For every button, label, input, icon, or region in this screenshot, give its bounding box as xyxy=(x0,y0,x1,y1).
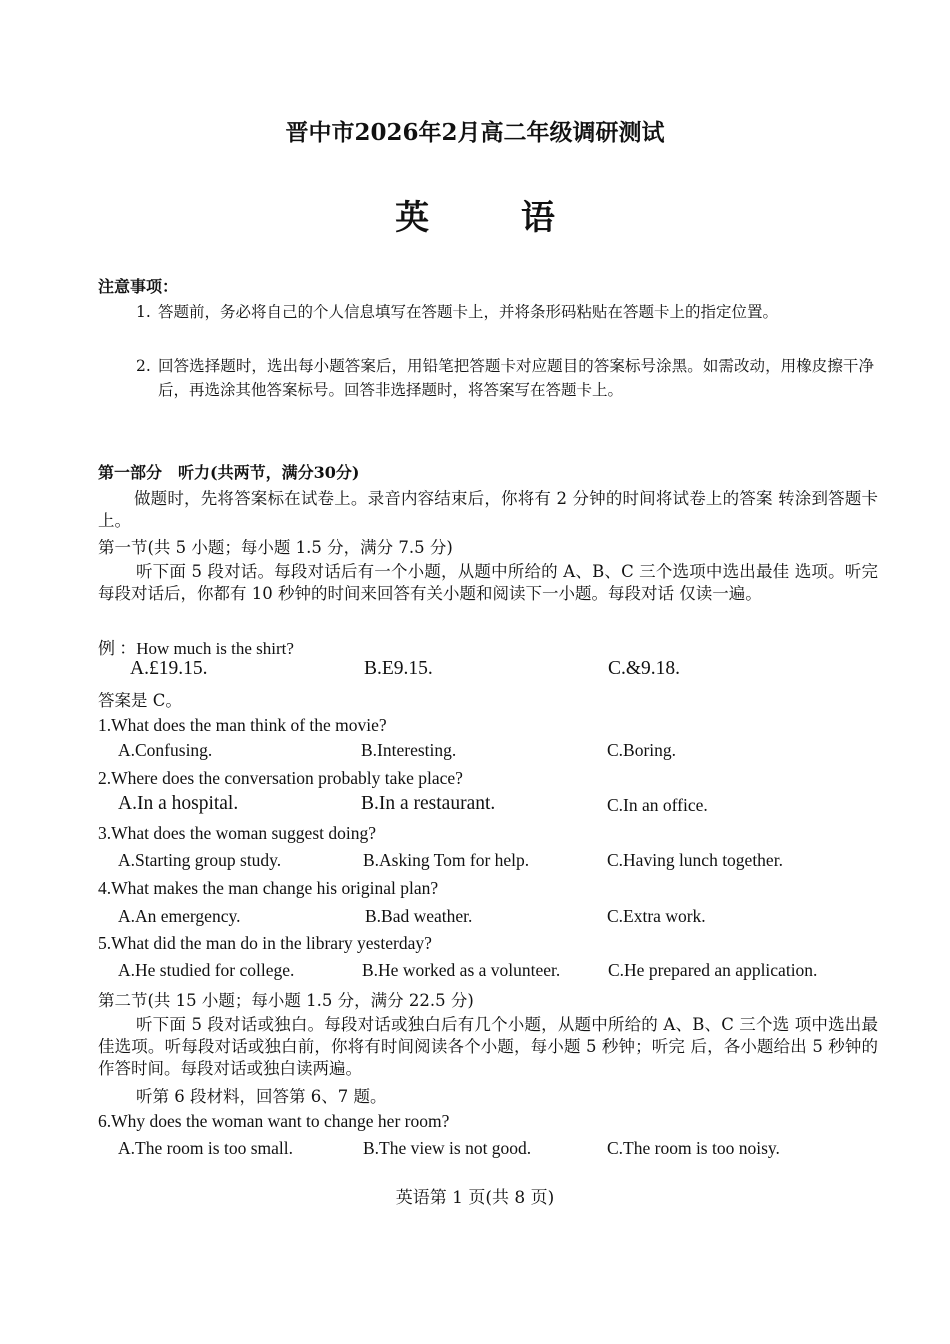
notice-item-2 xyxy=(136,354,874,402)
notice-item-text: 答题前，务必将自己的个人信息填写在答题卡上，并将条形码粘贴在答题卡上的指定位置。 xyxy=(158,303,779,321)
q6-option-b: B.The view is not good. xyxy=(363,1138,532,1158)
material-note: 听第 6 段材料，回答第 6、7 题。 xyxy=(136,1087,387,1106)
example-option-c: C.&9.18. xyxy=(608,658,681,679)
q6-option-a: A.The room is too small. xyxy=(118,1138,293,1158)
notice-item-1 xyxy=(136,300,874,324)
q4-option-c: C.Extra work. xyxy=(607,906,706,926)
q3-option-c: C.Having lunch together. xyxy=(607,850,783,870)
q1-option-b: B.Interesting. xyxy=(361,740,457,760)
q1-option-a: A.Confusing. xyxy=(118,740,213,760)
question-1: 1.What does the man think of the movie? xyxy=(98,715,387,735)
question-6: 6.Why does the woman want to change her room? xyxy=(98,1111,450,1131)
example-option-a: A.£19.15. xyxy=(130,658,208,679)
part1-intro: 做题时，先将答案标在试卷上。录音内容结束后，你将有 2 分钟的时间将试卷上的答案 转涂到答题卡上。 xyxy=(98,489,878,530)
question-5: 5.What did the man do in the library yesterday? xyxy=(98,933,432,953)
question-2: 2.Where does the conversation probably take place? xyxy=(98,768,463,788)
question-4: 4.What makes the man change his original plan? xyxy=(98,878,439,898)
q5-option-a: A.He studied for college. xyxy=(118,960,295,980)
example-option-b: B.E9.15. xyxy=(364,658,433,679)
notice-item-text: 回答选择题时，选出每小题答案后，用铅笔把答题卡对应题目的答案标号涂黑。如需改动，用橡皮擦干净后，再选涂其他答案标号。回答非选择题时，将答案写在答题卡上。 xyxy=(158,357,874,399)
q1-option-c: C.Boring. xyxy=(607,740,677,760)
notice-heading: 注意事项： xyxy=(98,277,179,296)
subject-title: 英 语 xyxy=(395,198,595,238)
q2-option-c: C.In an office. xyxy=(607,795,708,815)
q4-option-b: B.Bad weather. xyxy=(365,906,473,926)
exam-title: 晋中市2026年2月高二年级调研测试 xyxy=(285,119,665,146)
q5-option-c: C.He prepared an application. xyxy=(608,960,818,980)
example-answer: 答案是 C。 xyxy=(98,691,182,710)
part1-heading: 第一部分 听力(共两节，满分30分) xyxy=(98,463,360,482)
q4-option-a: A.An emergency. xyxy=(118,906,241,926)
q2-option-a: A.In a hospital. xyxy=(118,793,239,814)
section1-heading: 第一节(共 5 小题；每小题 1.5 分，满分 7.5 分) xyxy=(98,538,453,557)
page-footer: 英语第 1 页(共 8 页) xyxy=(395,1188,555,1208)
question-3: 3.What does the woman suggest doing? xyxy=(98,823,377,843)
section1-instructions: 听下面 5 段对话。每段对话后有一个小题，从题中所给的 A、B、C 三个选项中选出最佳 选项。听完每段对话后，你都有 10 秒钟的时间来回答有关小题和阅读下一小题。每段对话 仅读一遍。 xyxy=(98,562,878,603)
section2-instructions: 听下面 5 段对话或独白。每段对话或独白后有几个小题，从题中所给的 A、B、C 三个选 项中选出最佳选项。听每段对话或独白前，你将有时间阅读各个小题，每小题 5 秒钟；听完 后，各小题给出 5 秒钟的作答时间。每段对话或独白读两遍。 xyxy=(98,1015,878,1078)
example-question: 例 ：How much is the shirt? xyxy=(98,639,294,658)
notice-item-number: 1. xyxy=(136,303,151,321)
notice-item-number: 2. xyxy=(136,357,151,375)
q6-option-c: C.The room is too noisy. xyxy=(607,1138,780,1158)
q3-option-a: A.Starting group study. xyxy=(118,850,282,870)
section2-heading: 第二节(共 15 小题；每小题 1.5 分，满分 22.5 分) xyxy=(98,991,474,1010)
q3-option-b: B.Asking Tom for help. xyxy=(363,850,530,870)
q5-option-b: B.He worked as a volunteer. xyxy=(362,960,561,980)
q2-option-b: B.In a restaurant. xyxy=(361,793,496,814)
